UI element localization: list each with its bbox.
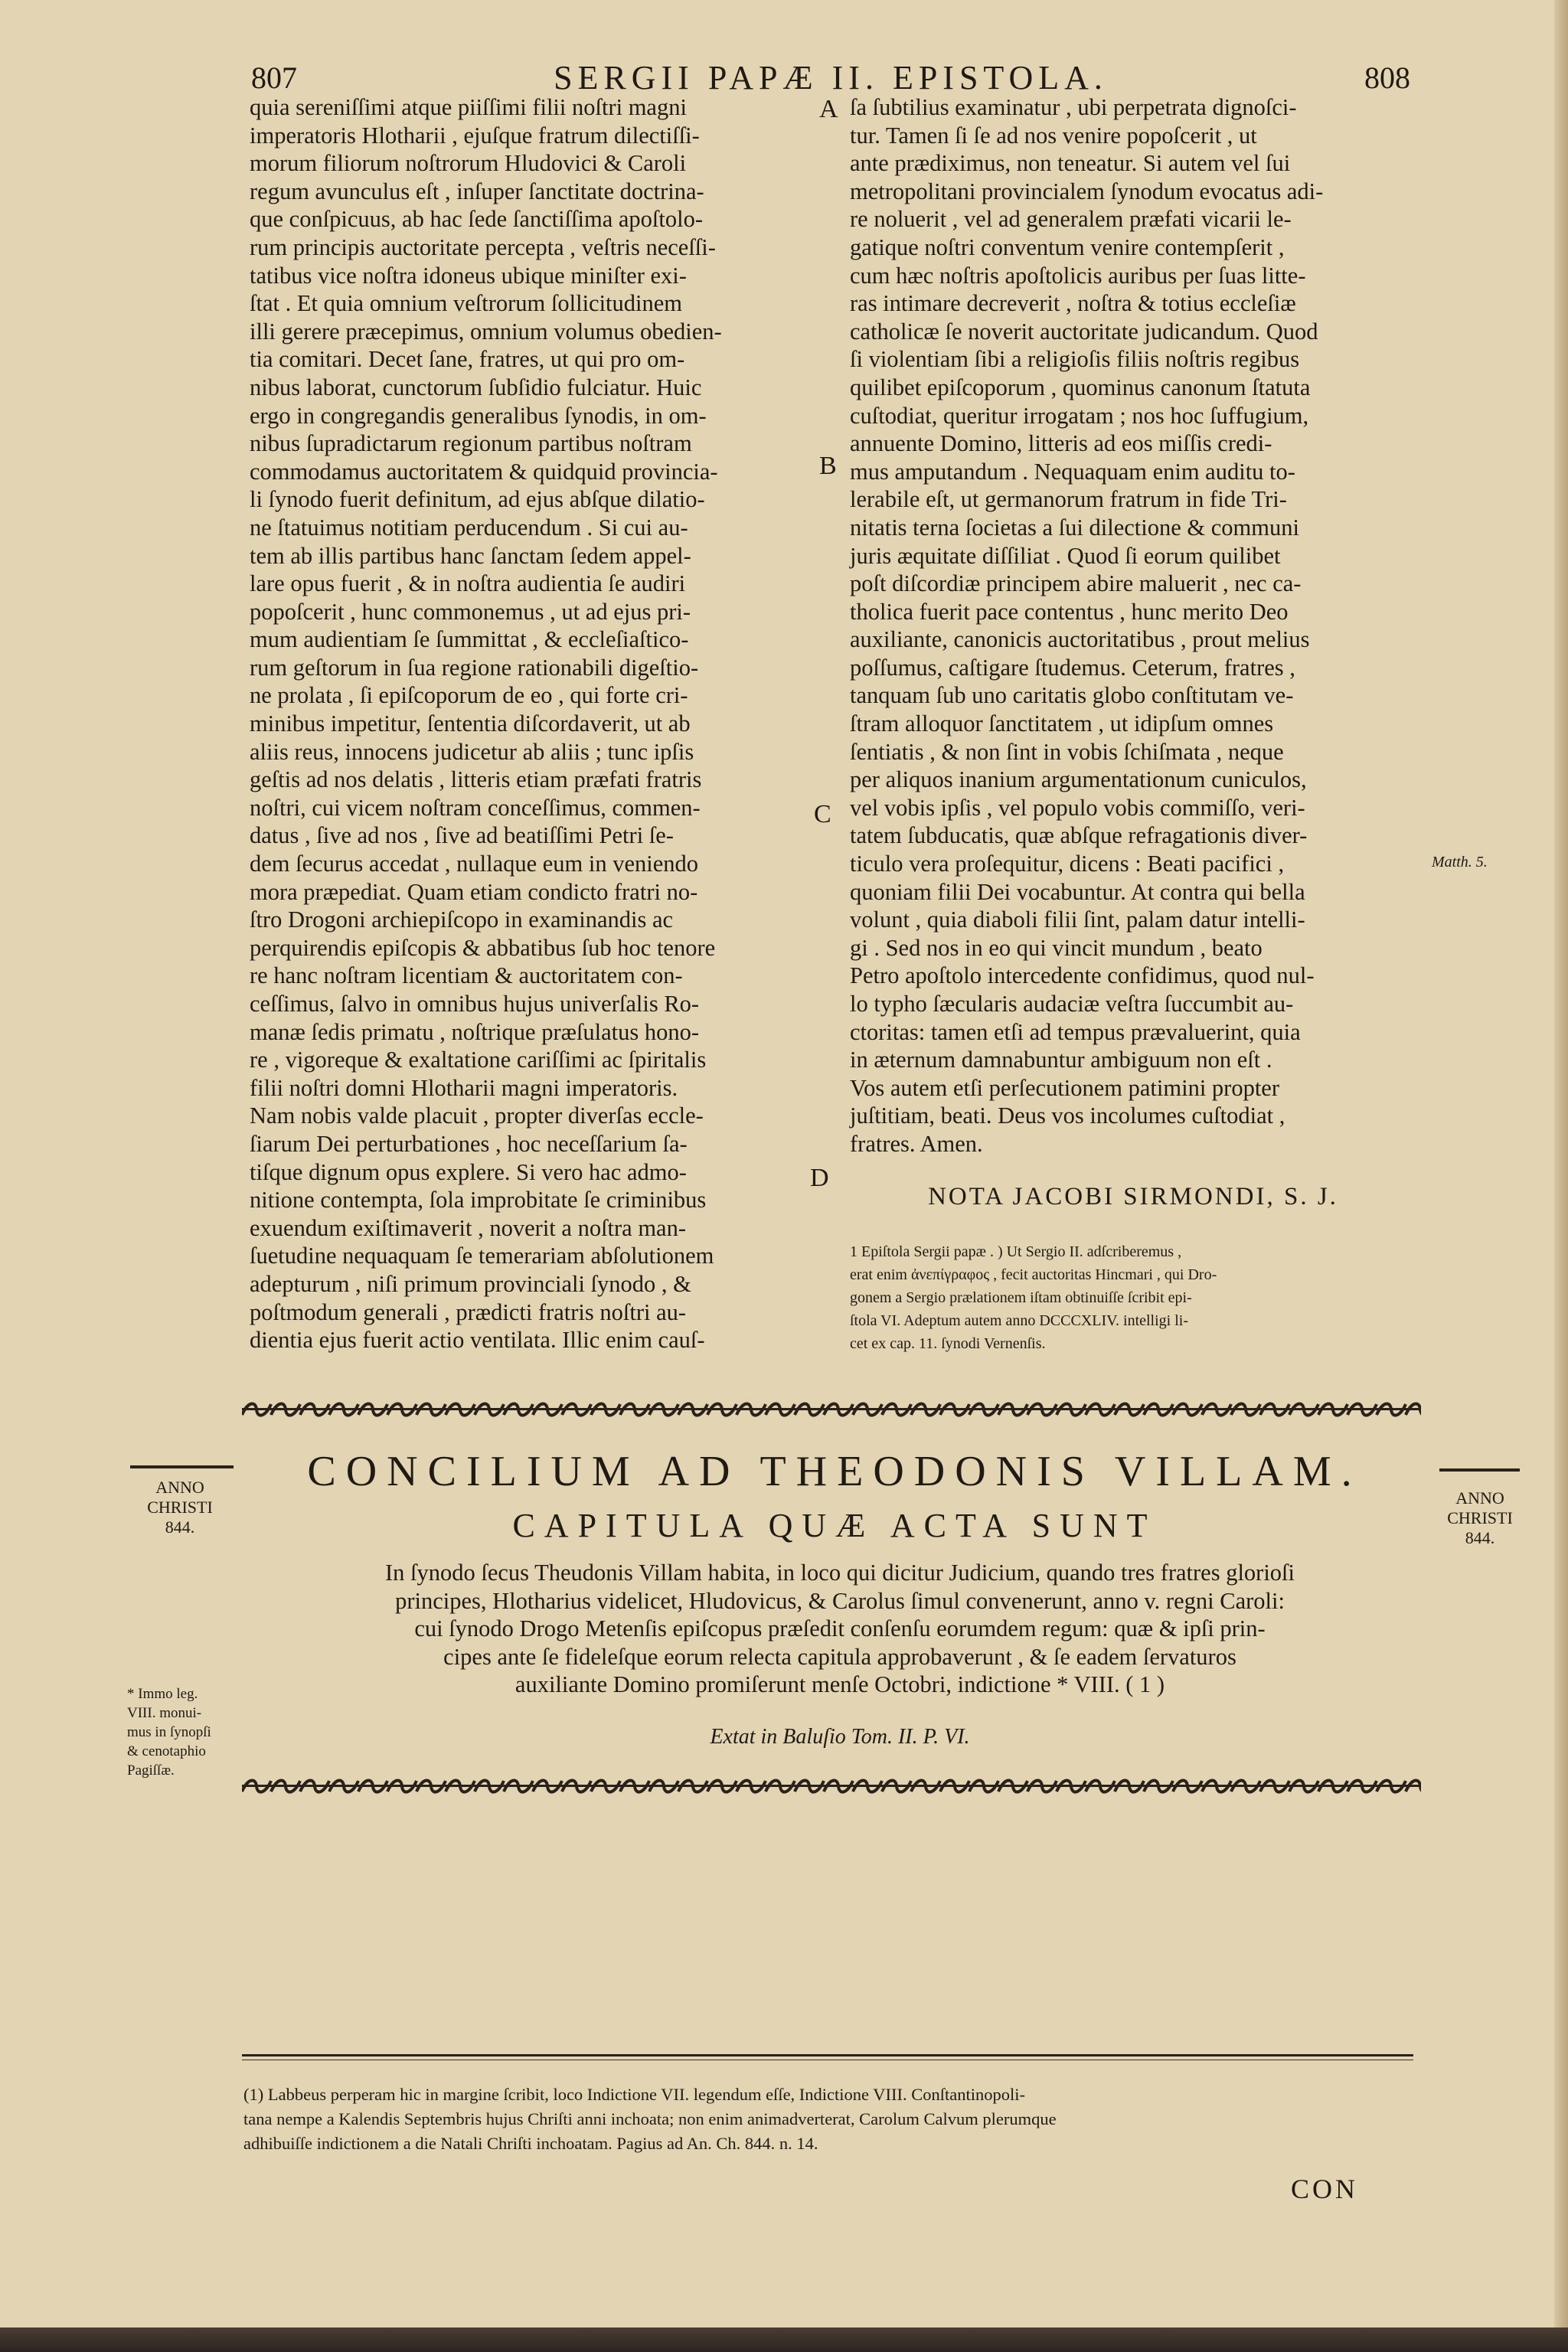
text-line: perquirendis epiſcopis & abbatibus ſub hoc tenore — [250, 934, 716, 961]
text-line: volunt , quia diaboli filii ſint, palam datur intelli- — [850, 906, 1305, 933]
right-column — [850, 93, 1416, 1158]
text-line: commodamus auctoritatem & quidquid provincia- — [250, 458, 718, 485]
anno-line: ANNO — [155, 1478, 204, 1497]
text-line: tiſque dignum opus explere. Si vero hac admo- — [250, 1158, 687, 1185]
left-column — [250, 93, 816, 1354]
footnote-line: tana nempe a Kalendis Septembris hujus Chriſti anni inchoata; non enim animadverterat, Carolum Calvum plerumque — [243, 2109, 1057, 2128]
text-line: nibus laborat, cunctorum ſubſidio fulciatur. Huic — [250, 374, 702, 400]
catchword: CON — [1291, 2174, 1359, 2204]
page-number-right: 808 — [1364, 60, 1410, 95]
anno-christi-left — [130, 1478, 230, 1537]
synod-line: auxiliante Domino promiſerunt menſe Octobri, indictione * VIII. ( 1 ) — [514, 1671, 1165, 1697]
text-line: vel vobis ipſis , vel populo vobis commiſſo, veri- — [850, 794, 1305, 821]
text-line: minibus impetitur, ſententia diſcordaverit, ut ab — [250, 710, 691, 737]
text-line: regum avunculus eſt , inſuper ſanctitate doctrina- — [250, 178, 704, 204]
ornament-band-bottom — [242, 1775, 1421, 1798]
section-marker-d: D — [810, 1164, 829, 1192]
section-marker-a: A — [819, 95, 838, 123]
anno-line: CHRISTI — [1447, 1508, 1513, 1527]
anno-line: ANNO — [1455, 1488, 1504, 1508]
text-line: tia comitari. Decet ſane, fratres, ut qui pro om- — [250, 346, 685, 373]
text-line: ſiarum Dei perturbationes , hoc neceſſarium ſa- — [250, 1130, 688, 1157]
text-line: re , vigoreque & exaltatione cariſſimi ac ſpiritalis — [250, 1047, 707, 1073]
extat-line: Extat in Baluſio Tom. II. P. VI. — [710, 1725, 970, 1749]
note-line: cet ex cap. 11. ſynodi Vernenſis. — [850, 1335, 1046, 1352]
text-line: ne ſtatuimus notitiam perducendum . Si cui au- — [250, 514, 688, 541]
text-line: tatibus vice noſtra idoneus ubique miniſter exi- — [250, 262, 687, 289]
text-line: que conſpicuus, ab hac ſede ſanctiſſima apoſtolo- — [250, 206, 704, 233]
section-marker-b: B — [819, 452, 837, 480]
text-line: metropolitani provincialem ſynodum evocatus adi- — [850, 178, 1324, 204]
synod-line: cui ſynodo Drogo Metenſis epiſcopus præſedit conſenſu eorumdem regum: quæ & ipſi prin- — [414, 1615, 1266, 1642]
anno-line: CHRISTI — [147, 1498, 213, 1517]
synod-line: cipes ante ſe fideleſque eorum relecta capitula approbaverunt , & ſe eadem ſervaturos — [443, 1643, 1236, 1670]
text-line: popoſcerit , hunc commonemus , ut ad ejus pri- — [250, 598, 691, 625]
text-line: tholica fuerit pace contentus , hunc merito Deo — [850, 598, 1289, 625]
text-line: ctoritas: tamen etſi ad tempus prævaluerint, quia — [850, 1018, 1301, 1045]
ornament-line — [242, 1408, 1421, 1410]
text-line: poſt diſcordiæ principem abire maluerit , nec ca- — [850, 570, 1302, 597]
text-line: juris æquitate diſſiliat . Quod ſi eorum quilibet — [850, 542, 1281, 569]
capitula-title: CAPITULA QUÆ ACTA SUNT — [512, 1507, 1157, 1544]
title-rule-right — [1439, 1468, 1520, 1472]
page-number-left: 807 — [251, 60, 297, 95]
text-line: tem ab illis partibus hanc ſanctam ſedem appel- — [250, 542, 691, 569]
footnote-line: adhibuiſſe indictionem a die Natali Chriſti inchoatam. Pagius ad An. Ch. 844. n. 14. — [243, 2134, 818, 2153]
note-line: 1 Epiſtola Sergii papæ . ) Ut Sergio II. adſcriberemus , — [850, 1243, 1182, 1260]
text-line: ſtro Drogoni archiepiſcopo in examinandis ac — [250, 906, 674, 933]
text-line: Nam nobis valde placuit , propter diverſas eccle- — [250, 1102, 704, 1129]
text-line: aliis reus, innocens judicetur ab aliis ; tunc ipſis — [250, 738, 694, 765]
text-line: quilibet epiſcoporum , quominus canonum ſtatuta — [850, 374, 1311, 400]
synod-line: In ſynodo ſecus Theudonis Villam habita, in loco qui dicitur Judicium, quando tres fratres glorioſi — [384, 1560, 1295, 1586]
footnote-line: (1) Labbeus perperam hic in margine ſcribit, loco Indictione VII. legendum eſſe, Indictione VIII. Conſtantinopoli- — [243, 2085, 1025, 2104]
concilium-title: CONCILIUM AD THEODONIS VILLAM. — [307, 1448, 1362, 1495]
text-line: li ſynodo fuerit definitum, ad ejus abſque dilatio- — [250, 486, 705, 513]
section-marker-c: C — [814, 800, 831, 828]
margin-line: mus in ſynopſi — [127, 1724, 211, 1740]
text-line: tur. Tamen ſi ſe ad nos venire popoſcerit , ut — [850, 122, 1257, 149]
text-line: poſſumus, caſtigare ſtudemus. Ceterum, fratres , — [850, 654, 1295, 681]
text-line: manæ ſedis primatu , noſtrique præſulatus hono- — [250, 1018, 700, 1045]
text-line: ras intimare decreverit , noſtra & totius eccleſiæ — [850, 290, 1296, 317]
note-line: erat enim ἀνεπίγραφος , fecit auctoritas Hincmari , qui Dro- — [850, 1266, 1217, 1283]
text-line: ſentiatis , & non ſint in vobis ſchiſmata , neque — [850, 738, 1284, 765]
anno-line: 844. — [165, 1517, 195, 1537]
text-line: mus amputandum . Nequaquam enim auditu to- — [850, 458, 1295, 485]
margin-line: VIII. monui- — [127, 1705, 202, 1721]
text-line: geſtis ad nos delatis , litteris etiam præfati fratris — [250, 766, 702, 793]
text-line: dientia ejus fuerit actio ventilata. Illic enim cauſ- — [250, 1327, 705, 1354]
note-line: ſtola VI. Adeptum autem anno DCCCXLIV. intelligi li- — [850, 1312, 1189, 1329]
text-line: cum hæc noſtris apoſtolicis auribus per ſuas litte- — [850, 262, 1306, 289]
text-line: fratres. Amen. — [850, 1130, 983, 1157]
text-line: imperatoris Hlotharii , ejuſque fratrum dilectiſſi- — [250, 122, 700, 149]
text-line: lerabile eſt, ut germanorum fratrum in fide Tri- — [850, 486, 1287, 513]
ornament-band-top — [242, 1398, 1421, 1421]
text-line: exuendum exiſtimaverit , noverit a noſtra man- — [250, 1214, 686, 1241]
text-line: illi gerere præcepimus, omnium volumus obedien- — [250, 318, 722, 345]
text-line: rum geſtorum in ſua regione rationabili digeſtio- — [250, 654, 699, 681]
note-line: gonem a Sergio prælationem iſtam obtinuiſſe ſcribit epi- — [850, 1289, 1192, 1306]
text-line: mora præpediat. Quam etiam condicto fratri no- — [250, 878, 698, 905]
margin-note-immo — [127, 1684, 250, 1780]
text-line: ſi violentiam ſibi a religioſis filiis noſtris regibus — [850, 346, 1300, 373]
text-line: ceſſimus, ſalvo in omnibus hujus univerſalis Ro- — [250, 991, 700, 1017]
text-line: re hanc noſtram licentiam & auctoritatem con- — [250, 962, 683, 989]
text-line: lare opus fuerit , & in noſtra audientia ſe audiri — [250, 570, 686, 597]
text-line: gi . Sed nos in eo qui vincit mundum , beato — [850, 934, 1263, 961]
synod-description — [239, 1559, 1441, 1699]
title-rule-left — [130, 1465, 234, 1468]
text-line: auxiliante, canonicis auctoritatibus , prout melius — [850, 626, 1310, 653]
text-line: ſtram alloquor ſanctitatem , ut idipſum omnes — [850, 710, 1274, 737]
margin-line: & cenotaphio — [127, 1743, 206, 1759]
text-line: poſtmodum generali , prædicti fratris noſtri au- — [250, 1298, 687, 1325]
footnote — [243, 2082, 1430, 2156]
margin-note-matthew: Matth. 5. — [1432, 854, 1488, 871]
text-line: nitione contempta, ſola improbitate ſe criminibus — [250, 1187, 707, 1214]
text-line: re noluerit , vel ad generalem præfati vicarii le- — [850, 206, 1292, 233]
text-line: catholicæ ſe noverit auctoritate judicandum. Quod — [850, 318, 1318, 345]
running-title: SERGII PAPÆ II. EPISTOLA. — [554, 59, 1108, 96]
text-line: ne prolata , ſi epiſcoporum de eo , qui forte cri- — [250, 682, 688, 709]
text-line: ticulo vera proſequitur, dicens : Beati pacifici , — [850, 851, 1285, 877]
text-line: ſuetudine nequaquam ſe temerariam abſolutionem — [250, 1243, 714, 1269]
text-line: adepturum , niſi primum provinciali ſynodo , & — [250, 1270, 691, 1297]
text-line: ante prædiximus, non teneatur. Si autem vel ſui — [850, 150, 1291, 177]
running-head — [245, 54, 1416, 100]
text-line: gatique noſtri conventum venire contempſerit , — [850, 234, 1285, 260]
text-line: morum filiorum noſtrorum Hludovici & Caroli — [250, 150, 687, 177]
text-line: dem ſecurus accedat , nullaque eum in veniendo — [250, 851, 699, 877]
text-line: nitatis terna ſocietas a ſui dilectione & communi — [850, 514, 1299, 541]
text-line: Petro apoſtolo intercedente confidimus, quod nul- — [850, 962, 1315, 989]
text-line: annuente Domino, litteris ad eos miſſis credi- — [850, 430, 1272, 457]
text-line: cuſtodiat, queritur irrogatam ; nos hoc ſuffugium, — [850, 402, 1309, 429]
scan-bottom-strip — [0, 2328, 1568, 2352]
margin-line: * Immo leg. — [127, 1686, 198, 1702]
text-line: rum principis auctoritate percepta , veſtris neceſſi- — [250, 234, 716, 260]
anno-line: 844. — [1465, 1528, 1495, 1547]
footnote-rule — [242, 2054, 1413, 2056]
text-line: tatem ſubducatis, quæ abſque refragationis diver- — [850, 822, 1308, 849]
text-line: tanquam ſub uno caritatis globo conſtitutam ve- — [850, 682, 1294, 709]
text-line: Vos autem etſi perſecutionem patimini propter — [850, 1074, 1280, 1101]
margin-line: Pagiſſæ. — [127, 1762, 175, 1779]
text-line: lo typho ſæcularis audaciæ veſtra ſuccumbit au- — [850, 991, 1294, 1017]
text-line: juſtitiam, beati. Deus vos incolumes cuſtodiat , — [850, 1102, 1285, 1129]
text-line: nibus ſupradictarum regionum partibus noſtram — [250, 430, 692, 457]
text-line: in æternum damnabuntur ambiguum non eſt . — [850, 1047, 1272, 1073]
text-line: datus , ſive ad nos , ſive ad beatiſſimi Petri ſe- — [250, 822, 674, 849]
text-line: ſtat . Et quia omnium veſtrorum ſollicitudinem — [250, 290, 683, 317]
ornament-line — [242, 1785, 1421, 1787]
page-edge — [1554, 0, 1568, 2328]
text-line: ergo in congregandis generalibus ſynodis, in om- — [250, 402, 707, 429]
text-line: noſtri, cui vicem noſtram conceſſimus, commen- — [250, 794, 701, 821]
note-heading: NOTA JACOBI SIRMONDI, S. J. — [928, 1183, 1338, 1210]
text-line: filii noſtri domni Hlotharii magni imperatoris. — [250, 1074, 678, 1101]
text-line: quia sereniſſimi atque piiſſimi filii noſtri magni — [250, 94, 687, 120]
text-line: ſa ſubtilius examinatur , ubi perpetrata dignoſci- — [850, 94, 1297, 120]
text-line: quoniam filii Dei vocabuntur. At contra qui bella — [850, 878, 1305, 905]
text-line: per aliquos inanium argumentationum cuniculos, — [850, 766, 1307, 793]
anno-christi-right — [1430, 1488, 1530, 1548]
note-body — [850, 1240, 1432, 1355]
text-line: mum audientiam ſe ſummittat , & eccleſiaſtico- — [250, 626, 689, 653]
synod-line: principes, Hlotharius videlicet, Hludovicus, & Carolus ſimul convenerunt, anno v. regni Caroli: — [395, 1587, 1285, 1614]
